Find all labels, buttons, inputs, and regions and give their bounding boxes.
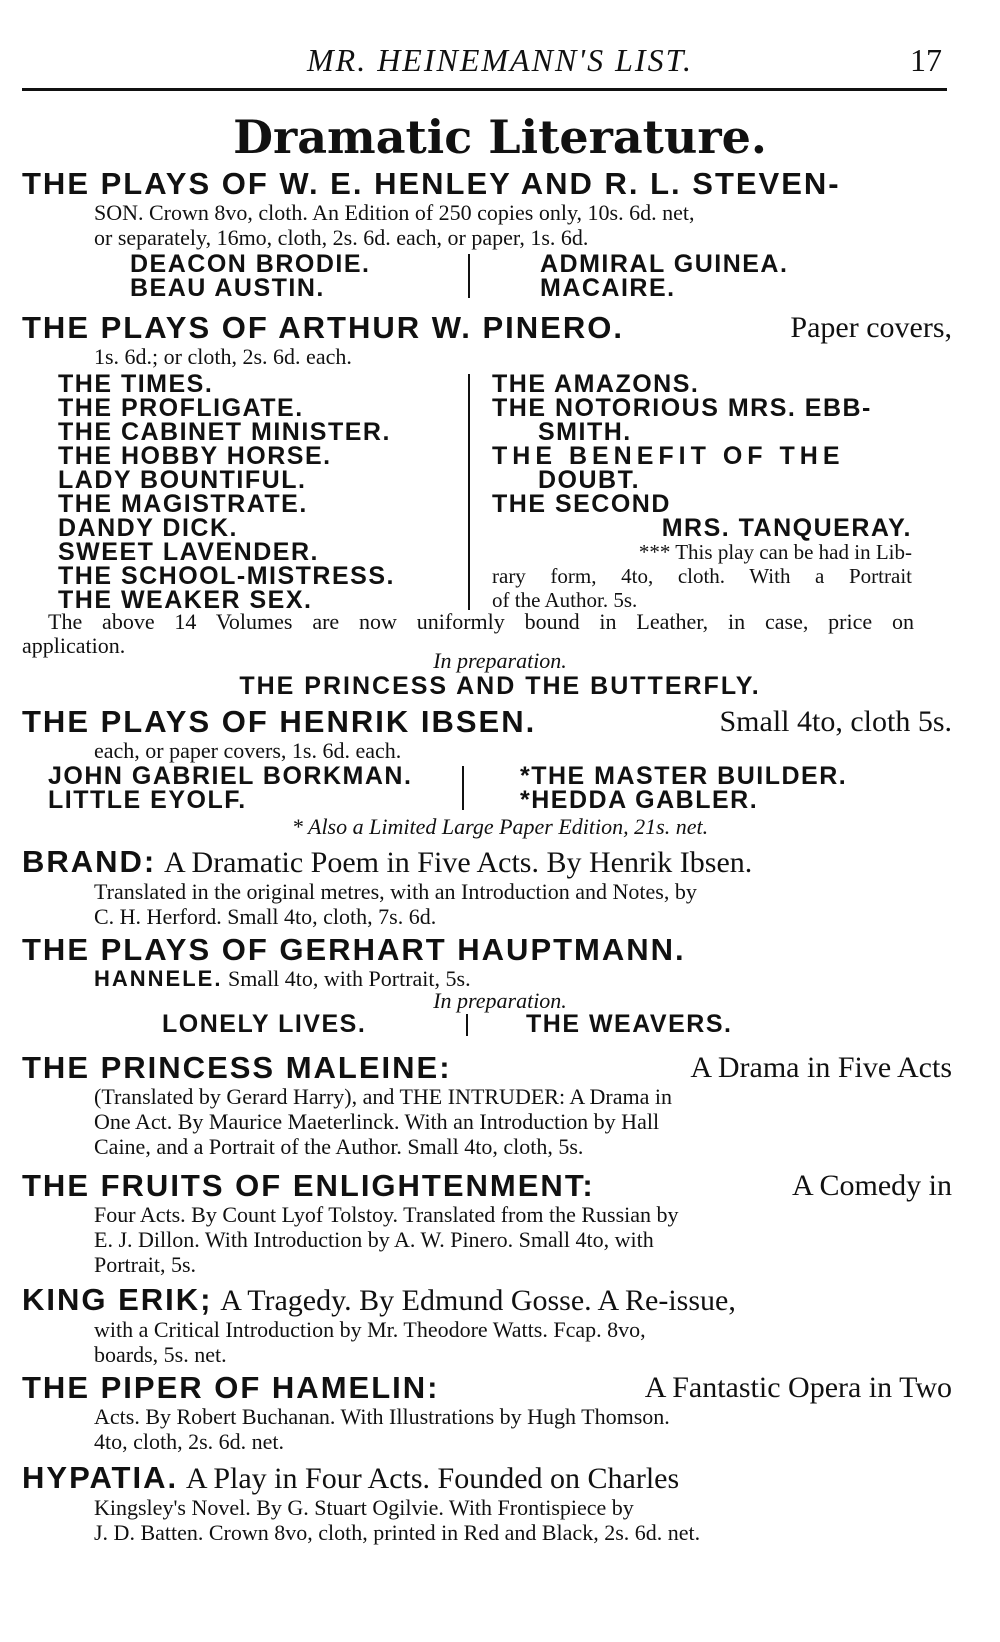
header-rule [22,88,947,91]
play-title: LITTLE EYOLF. [48,786,247,814]
entry-detail: 1s. 6d.; or cloth, 2s. 6d. each. [94,344,352,369]
play-title: THE SECOND [492,490,671,518]
entry-brand [22,846,952,929]
entry-detail: Small 4to, with Portrait, 5s. [227,966,471,991]
entry-ibsen [22,706,952,763]
entry-heading-rest: A Play in Four Acts. Founded on Charles [185,1462,680,1495]
entry-heading: THE PLAYS OF W. E. HENLEY AND R. L. STEVEN- [22,166,841,201]
entry-detail: SON. Crown 8vo, cloth. An Edition of 250 copies only, 10s. 6d. net, [94,200,695,225]
entry-princess-maleine [22,1052,952,1159]
entry-heading-rest: A Drama in Five Acts [690,1051,952,1084]
section-title: Dramatic Literature. [233,110,767,164]
play-title: THE WEAVERS. [526,1010,733,1038]
entry-king-erik [22,1284,952,1367]
play-title: MRS. TANQUERAY. [661,514,912,542]
entry-detail: (Translated by Gerard Harry), and THE INTRUDER: A Drama in [94,1084,672,1109]
entry-detail: boards, 5s. net. [94,1342,227,1367]
pinero-left-titles [58,372,395,612]
large-paper-note: * Also a Limited Large Paper Edition, 21s. net. [291,814,709,839]
entry-detail: Caine, and a Portrait of the Author. Small 4to, cloth, 5s. [94,1134,584,1159]
entry-heading-rest: A Fantastic Opera in Two [644,1371,952,1404]
forthcoming-title: THE PRINCESS AND THE BUTTERFLY. [239,672,761,700]
in-preparation-label: In preparation. [433,648,567,673]
henley-right-titles [540,252,788,300]
play-title: LONELY LIVES. [162,1010,367,1038]
play-title: SMITH. [538,418,632,446]
henley-left-titles [130,252,370,300]
entry-detail: or separately, 16mo, cloth, 2s. 6d. each, or paper, 1s. 6d. [94,225,589,250]
in-preparation-label: In preparation. [433,988,567,1013]
entry-fruits-of-enlightenment [22,1170,952,1277]
entry-piper-of-hamelin [22,1372,952,1454]
pinero-library-note [492,540,912,612]
entry-heading: KING ERIK; [22,1282,213,1317]
play-title: *THE MASTER BUILDER. [520,762,848,790]
play-title: JOHN GABRIEL BORKMAN. [48,762,413,790]
play-title: ADMIRAL GUINEA. [540,250,789,278]
entry-heading: HYPATIA. [22,1460,179,1495]
play-title: THE NOTORIOUS MRS. EBB- [492,394,872,422]
entry-detail: J. D. Batten. Crown 8vo, cloth, printed in Red and Black, 2s. 6d. net. [94,1520,701,1545]
play-title: LADY BOUNTIFUL. [58,466,307,494]
play-title: DOUBT. [538,466,641,494]
play-title: *HEDDA GABLER. [520,786,759,814]
entry-heading-rest: Small 4to, cloth 5s. [719,705,952,738]
entry-detail: Translated in the original metres, with an Introduction and Notes, by [94,879,697,904]
entry-heading-rest: Paper covers, [790,311,952,344]
note-line: rary form, 4to, cloth. With a Portrait [492,564,912,588]
entry-heading-rest: A Tragedy. By Edmund Gosse. A Re-issue, [220,1284,736,1317]
entry-heading-rest: A Dramatic Poem in Five Acts. By Henrik Ibsen. [164,846,753,879]
pinero-footnote: The above 14 Volumes are now uniformly bound in Leather, in case, price on [48,609,914,634]
play-title: THE PROFLIGATE. [58,394,304,422]
ibsen-left-titles [48,764,412,812]
entry-heading: THE PIPER OF HAMELIN: [22,1370,440,1405]
entry-detail: 4to, cloth, 2s. 6d. net. [94,1429,285,1454]
play-title: DANDY DICK. [58,514,238,542]
entry-heading: THE FRUITS OF ENLIGHTENMENT: [22,1168,595,1203]
entry-hypatia [22,1462,952,1545]
play-title: SWEET LAVENDER. [58,538,319,566]
play-title: MACAIRE. [540,274,676,302]
play-title: THE AMAZONS. [492,370,700,398]
play-title: THE HOBBY HORSE. [58,442,332,470]
entry-heading: BRAND: [22,844,157,879]
play-title: THE SCHOOL-MISTRESS. [58,562,395,590]
entry-henley-stevenson [22,168,952,250]
entry-detail: E. J. Dillon. With Introduction by A. W. Pinero. Small 4to, with [94,1227,654,1252]
play-title: THE MAGISTRATE. [58,490,308,518]
column-divider [468,254,470,298]
entry-heading: THE PRINCESS MALEINE: [22,1050,452,1085]
entry-detail: Four Acts. By Count Lyof Tolstoy. Translated from the Russian by [94,1202,679,1227]
play-title: DEACON BRODIE. [130,250,371,278]
ibsen-right-titles [520,764,847,812]
note-line: of the Author. 5s. [492,588,638,612]
play-title: THE WEAKER SEX. [58,586,313,614]
play-title: HANNELE. [94,966,223,991]
column-divider [466,1014,468,1036]
entry-detail: C. H. Herford. Small 4to, cloth, 7s. 6d. [94,904,437,929]
entry-heading: THE PLAYS OF HENRIK IBSEN. [22,704,537,739]
entry-detail: Acts. By Robert Buchanan. With Illustrations by Hugh Thomson. [94,1404,670,1429]
play-title: THE CABINET MINISTER. [58,418,391,446]
entry-detail: with a Critical Introduction by Mr. Theodore Watts. Fcap. 8vo, [94,1317,646,1342]
running-title: MR. HEINEMANN'S LIST. [306,42,693,78]
entry-detail: each, or paper covers, 1s. 6d. each. [94,738,402,763]
play-title: BEAU AUSTIN. [130,274,325,302]
entry-heading: THE PLAYS OF GERHART HAUPTMANN. [22,932,686,967]
entry-heading-rest: A Comedy in [791,1169,952,1202]
note-line: *** This play can be had in Lib- [638,540,912,564]
pinero-footnote: application. [22,633,126,658]
play-title: THE BENEFIT OF THE [492,442,845,470]
page-number: 17 [910,42,942,78]
pinero-right-titles [492,372,912,540]
column-divider [468,374,470,610]
entry-detail: Portrait, 5s. [94,1252,197,1277]
entry-detail: One Act. By Maurice Maeterlinck. With an Introduction by Hall [94,1109,660,1134]
entry-hauptmann [22,934,952,991]
entry-heading: THE PLAYS OF ARTHUR W. PINERO. [22,310,624,345]
entry-detail: Kingsley's Novel. By G. Stuart Ogilvie. With Frontispiece by [94,1495,634,1520]
play-title: THE TIMES. [58,370,214,398]
entry-pinero [22,312,952,369]
column-divider [462,766,464,810]
running-head [0,42,1000,82]
